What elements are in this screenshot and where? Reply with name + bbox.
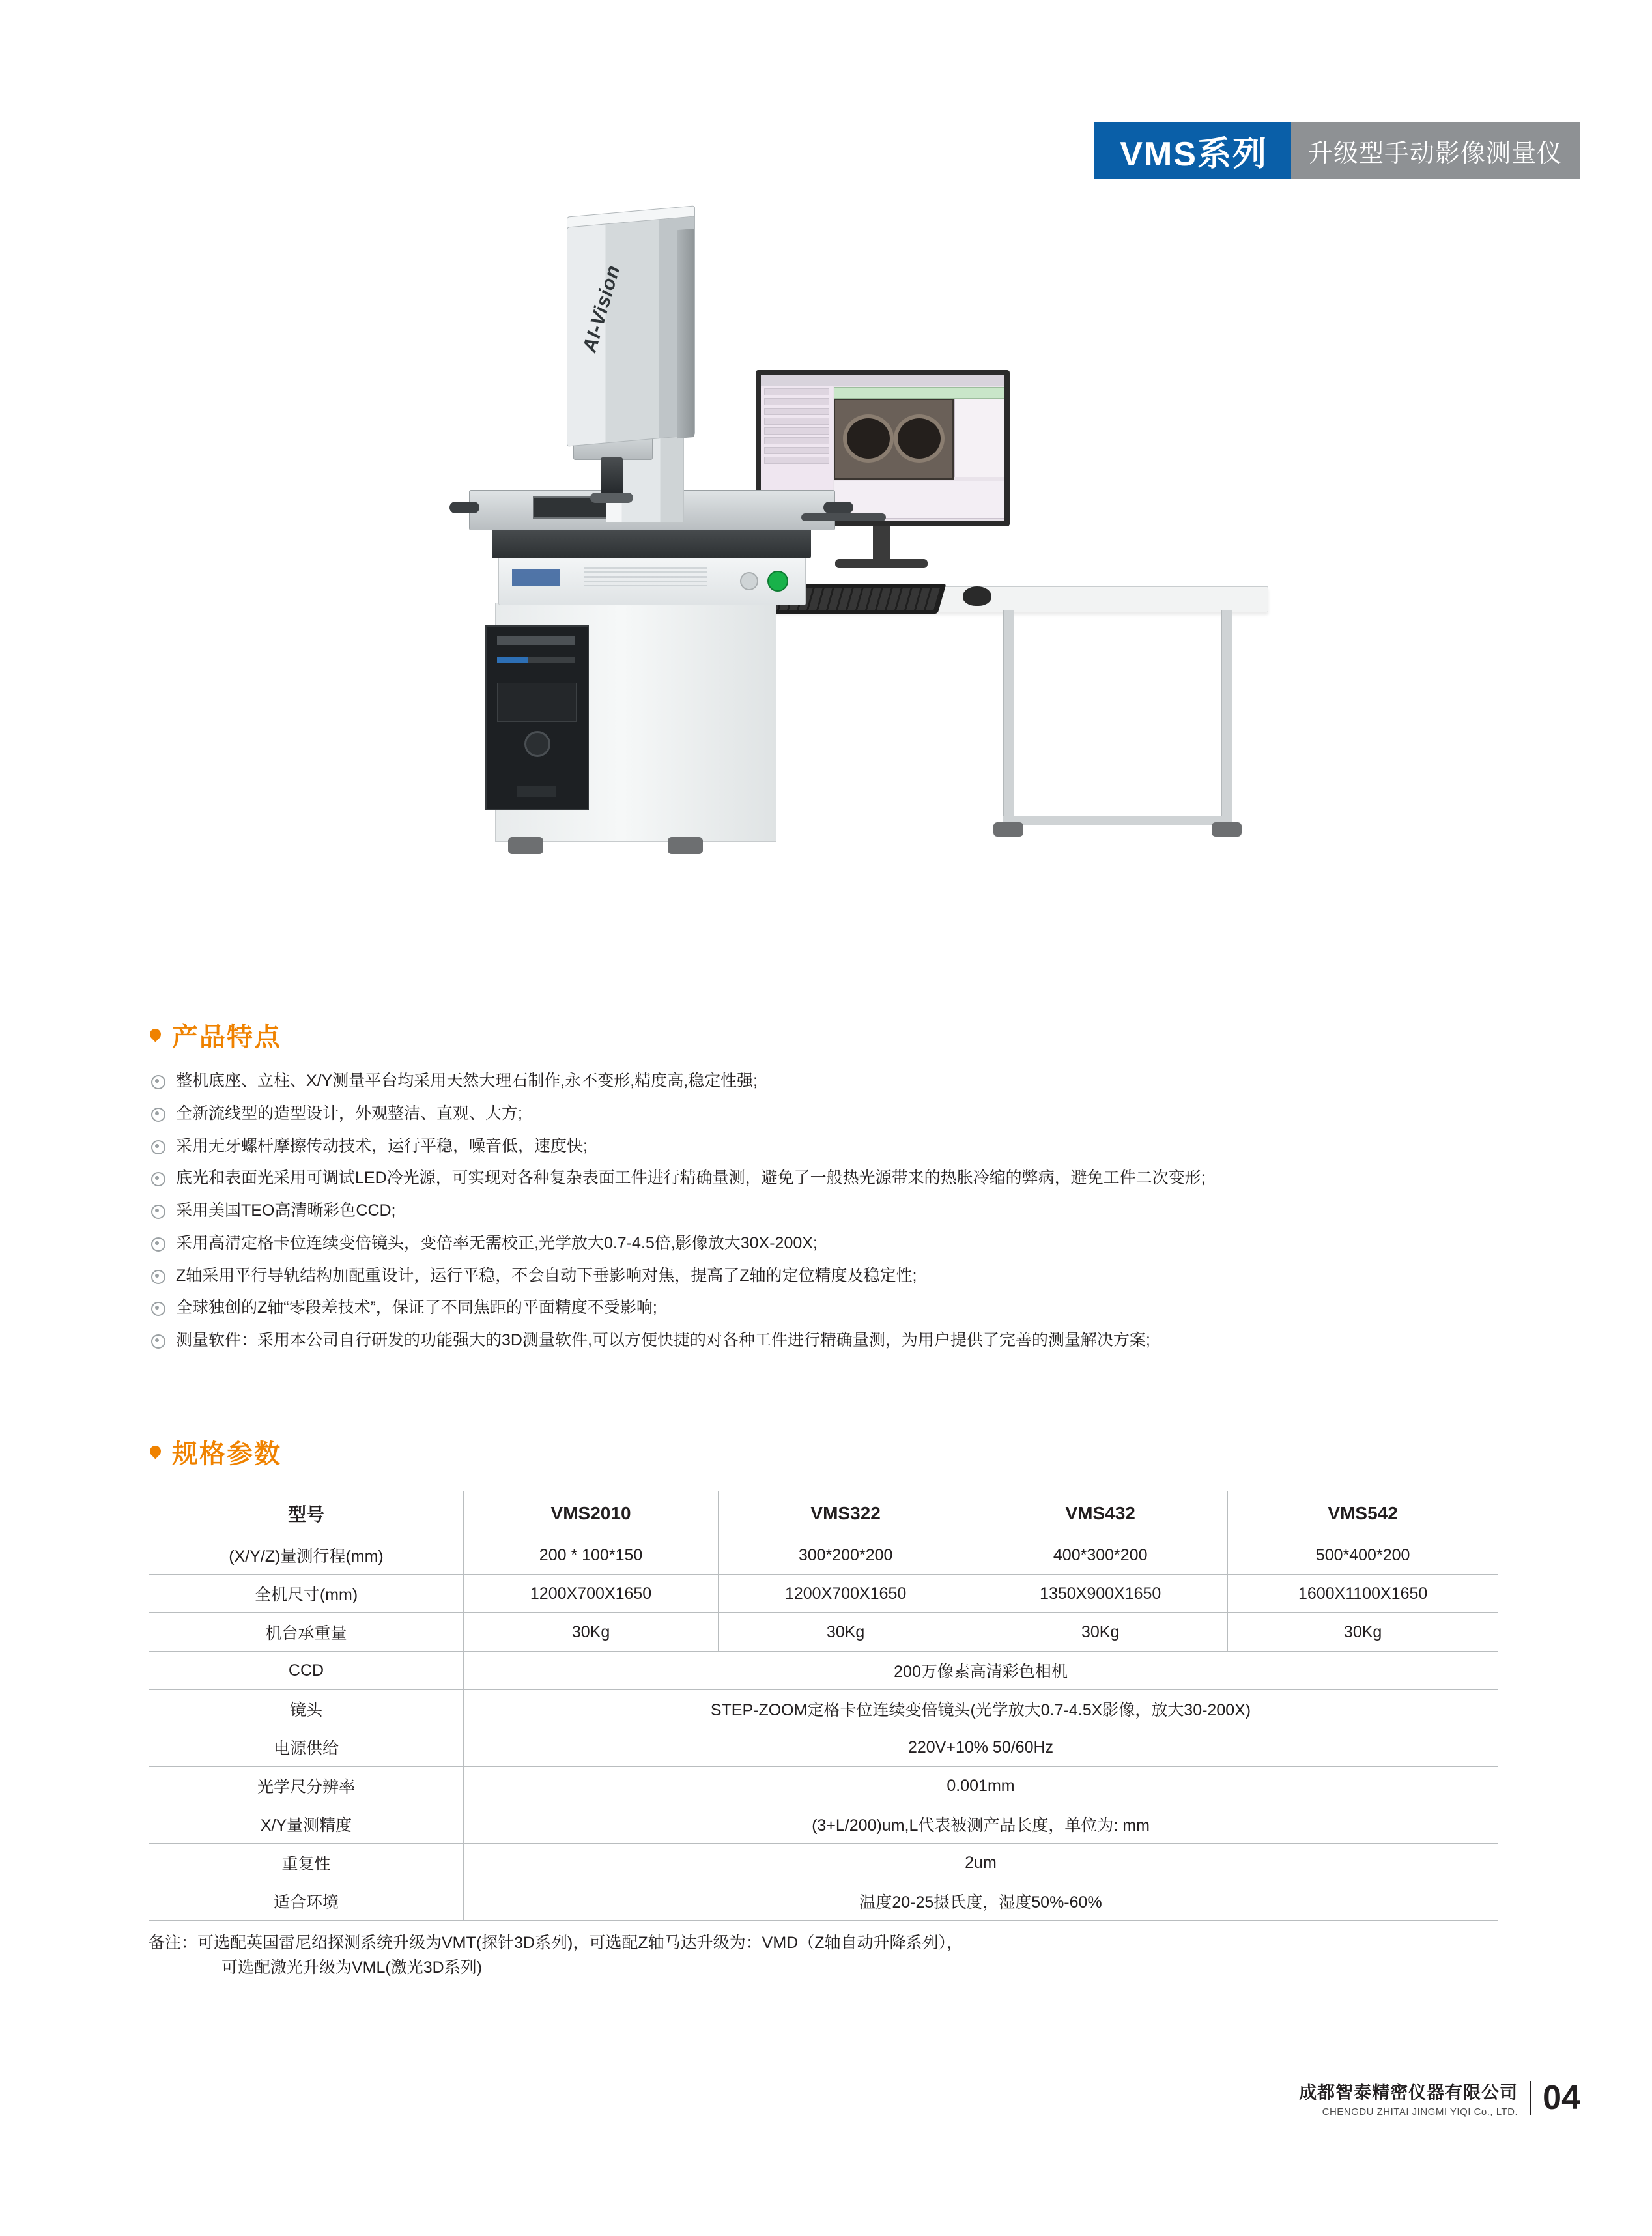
feature-text: Z轴采用平行导轨结构加配重设计，运行平稳，不会自动下垂影响对焦，提高了Z轴的定位精度及稳定性; [176, 1266, 917, 1285]
table-header-row [149, 1491, 1498, 1536]
page-header-banner [1094, 122, 1580, 179]
list-item [149, 1168, 1510, 1190]
zoom-lens [601, 457, 623, 495]
list-item [149, 1103, 1510, 1125]
bullet-icon [151, 1172, 165, 1186]
bullet-icon [151, 1140, 165, 1154]
remark-line-1: 备注：可选配英国雷尼绍探测系统升级为VMT(探针3D系列)，可选配Z轴马达升级为：VMD（Z轴自动升降系列）， [149, 1934, 963, 1952]
company-name-cn: 成都智泰精密仪器有限公司 [1299, 2083, 1518, 2102]
table-cell-value: 1600X1100X1650 [1228, 1575, 1498, 1613]
desk-brace [1003, 816, 1232, 825]
spec-table-wrapper [149, 1491, 1498, 1980]
spec-remark [149, 1931, 1498, 1980]
machine-label-text [584, 567, 707, 586]
table-cell-label: 机台承重量 [149, 1613, 464, 1652]
droplet-icon [149, 1443, 162, 1461]
stage-rail [801, 513, 886, 521]
droplet-icon [149, 1026, 162, 1044]
series-subtitle: 升级型手动影像测量仪 [1291, 122, 1580, 179]
features-section-title-row [149, 1016, 1510, 1054]
software-panel-row [764, 457, 829, 464]
features-section [149, 1016, 1510, 1362]
tower-vent-panel [497, 683, 577, 722]
table-cell-value: 2um [464, 1844, 1498, 1882]
bullet-icon [151, 1237, 165, 1252]
table-header-cell: 型号 [149, 1491, 464, 1536]
machine-control-panel [498, 557, 806, 605]
monitor-base [835, 559, 928, 568]
table-row [149, 1652, 1498, 1690]
computer-tower [485, 625, 589, 810]
table-row [149, 1728, 1498, 1767]
bullet-icon [151, 1302, 165, 1316]
table-row [149, 1844, 1498, 1882]
list-item [149, 1233, 1510, 1255]
software-panel-row [764, 388, 829, 395]
table-row [149, 1882, 1498, 1921]
table-cell-value: 1200X700X1650 [464, 1575, 719, 1613]
feature-text: 采用美国TEO高清晰彩色CCD; [176, 1201, 396, 1220]
feature-text: 全球独创的Z轴“零段差技术”，保证了不同焦距的平面精度不受影响; [176, 1298, 657, 1317]
software-panel-row [764, 408, 829, 415]
desk-leg-right [1221, 610, 1232, 825]
software-panel-row [764, 437, 829, 444]
machine-knob [740, 572, 758, 590]
company-name-en: CHENGDU ZHITAI JINGMI YIQI Co., LTD. [1322, 2106, 1518, 2117]
table-cell-value: 30Kg [464, 1613, 719, 1652]
spec-section-title-row [149, 1433, 281, 1470]
ring-light [590, 493, 633, 503]
desk-leg-left [1003, 610, 1014, 825]
camera-housing-side [677, 229, 694, 438]
footer-company [1299, 2078, 1518, 2117]
table-cell-value: (3+L/200)um,L代表被测产品长度，单位为: mm [464, 1805, 1498, 1844]
table-cell-label: CCD [149, 1652, 464, 1690]
desk-foot-right [1212, 822, 1242, 837]
table-cell-label: 全机尺寸(mm) [149, 1575, 464, 1613]
table-header-cell: VMS322 [719, 1491, 973, 1536]
table-cell-value: 1200X700X1650 [719, 1575, 973, 1613]
table-row [149, 1575, 1498, 1613]
table-cell-label: 镜头 [149, 1690, 464, 1728]
table-cell-label: 重复性 [149, 1844, 464, 1882]
table-cell-value: 200万像素高清彩色相机 [464, 1652, 1498, 1690]
feature-text: 测量软件：采用本公司自行研发的功能强大的3D测量软件,可以方便快捷的对各种工件进行精确量测，为用户提供了完善的测量解决方案; [176, 1331, 1150, 1349]
footer-divider [1530, 2081, 1531, 2115]
table-cell-label: 光学尺分辨率 [149, 1767, 464, 1805]
table-row [149, 1613, 1498, 1652]
table-cell-value: 30Kg [1228, 1613, 1498, 1652]
spec-section-title: 规格参数 [172, 1440, 281, 1469]
table-header-cell: VMS2010 [464, 1491, 719, 1536]
machine-power-button [767, 571, 788, 592]
software-panel-row [764, 398, 829, 405]
table-cell-value: 30Kg [973, 1613, 1228, 1652]
bullet-icon [151, 1108, 165, 1122]
table-cell-label: (X/Y/Z)量测行程(mm) [149, 1536, 464, 1575]
table-row [149, 1805, 1498, 1844]
feature-text: 采用无牙螺杆摩擦传动技术，运行平稳，噪音低，速度快; [176, 1136, 588, 1155]
features-list [149, 1070, 1510, 1352]
software-measurement-view [834, 399, 954, 480]
table-row [149, 1690, 1498, 1728]
monitor-neck [873, 526, 890, 560]
feature-text: 全新流线型的造型设计，外观整洁、直观、大方; [176, 1104, 522, 1123]
machine-logo [512, 569, 560, 586]
software-menubar [761, 375, 1004, 386]
table-row [149, 1767, 1498, 1805]
table-cell-label: X/Y量测精度 [149, 1805, 464, 1844]
tower-power-button [524, 731, 550, 757]
cabinet-foot-right [668, 837, 703, 854]
list-item [149, 1200, 1510, 1222]
tower-logo [517, 786, 556, 797]
feature-text: 底光和表面光采用可调试LED冷光源，可实现对各种复杂表面工件进行精确量测，避免了一般热光源带来的热胀冷缩的弊病，避免工件二次变形; [176, 1169, 1206, 1188]
table-cell-value: 温度20-25摄氏度，湿度50%-60% [464, 1882, 1498, 1921]
table-cell-value: 200 * 100*150 [464, 1536, 719, 1575]
stage-handle-left [449, 502, 479, 513]
page-footer [1299, 2078, 1580, 2117]
table-cell-value: 500*400*200 [1228, 1536, 1498, 1575]
table-cell-value: 400*300*200 [973, 1536, 1228, 1575]
table-header-cell: VMS432 [973, 1491, 1228, 1536]
bullet-icon [151, 1075, 165, 1089]
software-toolbar [834, 387, 1004, 399]
features-section-title: 产品特点 [172, 1023, 281, 1052]
desk-foot-left [993, 822, 1023, 837]
software-panel-row [764, 427, 829, 435]
camera-brand-label: AI-Vision [578, 262, 625, 355]
tower-indicator-strip [497, 657, 575, 663]
software-panel-row [764, 418, 829, 425]
series-title: VMS系列 [1094, 122, 1291, 179]
spec-section-header [149, 1433, 281, 1470]
spec-table [149, 1491, 1498, 1921]
table-header-cell: VMS542 [1228, 1491, 1498, 1536]
mouse [963, 586, 991, 606]
table-cell-value: 1350X900X1650 [973, 1575, 1228, 1613]
feature-text: 整机底座、立柱、X/Y测量平台均采用天然大理石制作,永不变形,精度高,稳定性强; [176, 1072, 758, 1090]
list-item [149, 1265, 1510, 1287]
cabinet-foot-left [508, 837, 543, 854]
bullet-icon [151, 1334, 165, 1349]
table-cell-value: 300*200*200 [719, 1536, 973, 1575]
table-cell-value: STEP-ZOOM定格卡位连续变倍镜头(光学放大0.7-4.5X影像，放大30-200X) [464, 1690, 1498, 1728]
stage-handle-right [823, 502, 853, 513]
bullet-icon [151, 1270, 165, 1284]
product-photo [352, 195, 1303, 951]
list-item [149, 1330, 1510, 1352]
table-cell-value: 0.001mm [464, 1767, 1498, 1805]
table-cell-value: 220V+10% 50/60Hz [464, 1728, 1498, 1767]
tower-optical-drive [497, 636, 575, 645]
table-cell-label: 适合环境 [149, 1882, 464, 1921]
remark-line-2: 可选配激光升级为VML(激光3D系列) [221, 1958, 483, 1977]
software-panel-row [764, 447, 829, 454]
list-item [149, 1297, 1510, 1319]
list-item [149, 1070, 1510, 1093]
bullet-icon [151, 1205, 165, 1219]
table-cell-value: 30Kg [719, 1613, 973, 1652]
list-item [149, 1136, 1510, 1158]
table-row [149, 1536, 1498, 1575]
page-number: 04 [1543, 2079, 1580, 2117]
table-cell-label: 电源供给 [149, 1728, 464, 1767]
software-right-panel [954, 399, 1004, 477]
feature-text: 采用高清定格卡位连续变倍镜头，变倍率无需校正,光学放大0.7-4.5倍,影像放大30X-200X; [176, 1233, 818, 1252]
